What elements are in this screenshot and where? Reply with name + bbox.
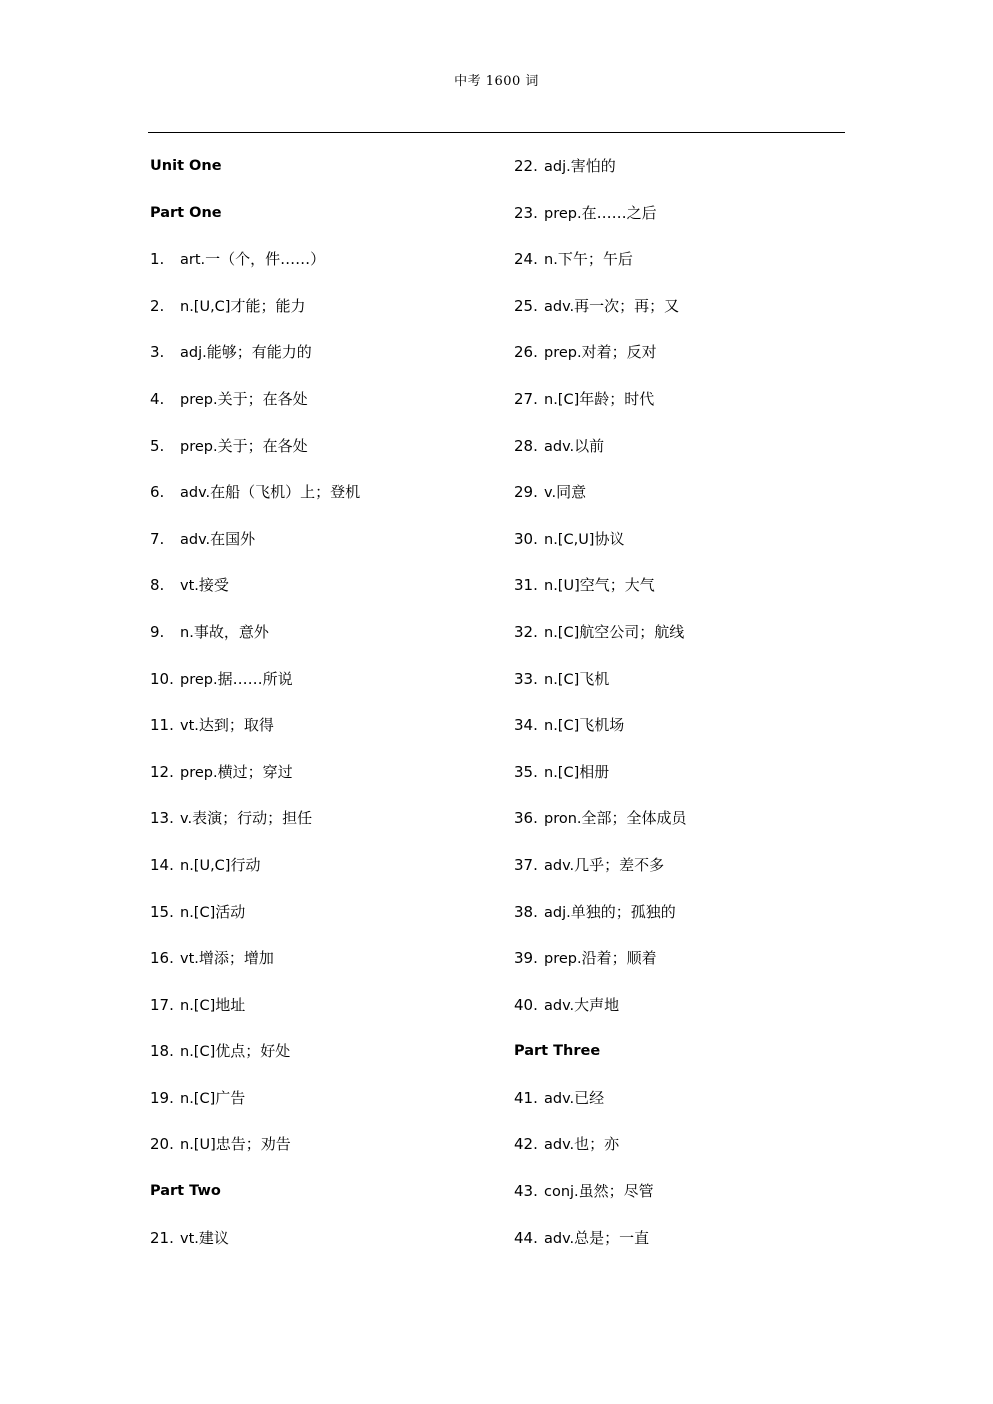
definition: 忠告；劝告 bbox=[215, 1135, 291, 1154]
definition: 据……所说 bbox=[217, 669, 293, 688]
part-of-speech: pron. bbox=[544, 811, 582, 828]
vocab-entry bbox=[150, 663, 500, 710]
entry-number: 9. bbox=[150, 622, 165, 641]
part-of-speech: conj. bbox=[544, 1184, 579, 1201]
definition: 飞机 bbox=[579, 669, 610, 688]
entry-number: 5. bbox=[150, 436, 165, 455]
definition: 空气；大气 bbox=[579, 576, 655, 595]
entry-number: 24. bbox=[514, 250, 538, 269]
section-heading: Part One bbox=[150, 204, 222, 221]
definition: 行动 bbox=[230, 855, 261, 874]
part-of-speech: n.[C] bbox=[180, 1090, 216, 1107]
vocab-entry bbox=[150, 849, 500, 896]
vocab-entry bbox=[514, 709, 854, 756]
entry-number: 37. bbox=[514, 855, 538, 874]
definition: 虽然；尽管 bbox=[578, 1182, 654, 1201]
definition: 在……之后 bbox=[581, 203, 657, 222]
entry-number: 16. bbox=[150, 949, 174, 968]
vocab-entry bbox=[514, 197, 854, 244]
vocab-entry bbox=[150, 476, 500, 523]
part-of-speech: v. bbox=[180, 811, 193, 828]
entry-number: 28. bbox=[514, 436, 538, 455]
part-of-speech: n.[C] bbox=[544, 671, 580, 688]
entry-number: 1. bbox=[150, 250, 165, 269]
vocab-entry bbox=[150, 383, 500, 430]
entry-number: 29. bbox=[514, 483, 538, 502]
entry-number: 22. bbox=[514, 157, 538, 175]
part-of-speech: n. bbox=[544, 252, 558, 269]
vocab-entry bbox=[150, 989, 500, 1036]
vocab-entry bbox=[150, 243, 500, 290]
part-of-speech: vt. bbox=[180, 951, 199, 968]
vocab-entry bbox=[150, 1082, 500, 1129]
entry-number: 17. bbox=[150, 995, 174, 1014]
definition: 关于；在各处 bbox=[217, 389, 308, 408]
definition: 建议 bbox=[198, 1228, 229, 1247]
entry-number: 4. bbox=[150, 389, 165, 408]
vocab-entry bbox=[514, 290, 854, 337]
definition: 沿着；顺着 bbox=[581, 949, 657, 968]
vocab-entry bbox=[150, 523, 500, 570]
definition: 害怕的 bbox=[570, 157, 616, 175]
entry-number: 39. bbox=[514, 949, 538, 968]
section-heading: Part Three bbox=[514, 1043, 601, 1060]
vocab-entry bbox=[150, 942, 500, 989]
entry-number: 35. bbox=[514, 762, 538, 781]
entry-number: 3. bbox=[150, 343, 165, 362]
entry-number: 30. bbox=[514, 529, 538, 548]
vocab-entry bbox=[514, 383, 854, 430]
part-of-speech: prep. bbox=[180, 671, 218, 688]
vocab-entry bbox=[150, 1128, 500, 1175]
entry-number: 6. bbox=[150, 483, 165, 502]
entry-number: 42. bbox=[514, 1135, 538, 1154]
definition: 关于；在各处 bbox=[217, 436, 308, 455]
entry-number: 27. bbox=[514, 389, 538, 408]
part-of-speech: prep. bbox=[180, 438, 218, 455]
entry-number: 43. bbox=[514, 1182, 538, 1201]
entry-number: 36. bbox=[514, 809, 538, 828]
entry-number: 32. bbox=[514, 622, 538, 641]
vocab-entry bbox=[514, 942, 854, 989]
part-of-speech: vt. bbox=[180, 578, 199, 595]
vocab-entry bbox=[514, 430, 854, 477]
section-heading: Part Two bbox=[150, 1183, 221, 1200]
part-of-speech: n.[U,C] bbox=[180, 298, 231, 315]
entry-number: 38. bbox=[514, 902, 538, 921]
part-of-speech: n.[C] bbox=[544, 391, 580, 408]
definition: 也；亦 bbox=[574, 1135, 620, 1154]
definition: 达到；取得 bbox=[198, 716, 274, 735]
left-column bbox=[150, 150, 500, 1268]
part-of-speech: prep. bbox=[180, 391, 218, 408]
vocab-entry bbox=[514, 336, 854, 383]
vocab-entry bbox=[514, 989, 854, 1036]
vocab-entry bbox=[150, 616, 500, 663]
part-of-speech: vt. bbox=[180, 718, 199, 735]
part-of-speech: n.[C] bbox=[544, 764, 580, 781]
definition: 航空公司；航线 bbox=[579, 622, 685, 641]
vocab-entry bbox=[150, 896, 500, 943]
vocab-entry bbox=[514, 1082, 854, 1129]
definition: 在船（飞机）上；登机 bbox=[210, 483, 361, 502]
part-of-speech: art. bbox=[180, 252, 206, 269]
definition: 大声地 bbox=[574, 995, 620, 1014]
definition: 地址 bbox=[215, 995, 246, 1014]
entry-number: 26. bbox=[514, 343, 538, 362]
entry-number: 15. bbox=[150, 902, 174, 921]
entry-number: 19. bbox=[150, 1088, 174, 1107]
part-of-speech: prep. bbox=[544, 205, 582, 222]
part-of-speech: n.[C] bbox=[180, 997, 216, 1014]
vocab-entry bbox=[514, 476, 854, 523]
part-of-speech: prep. bbox=[544, 345, 582, 362]
definition: 才能；能力 bbox=[230, 296, 306, 315]
entry-number: 25. bbox=[514, 296, 538, 315]
definition: 协议 bbox=[594, 529, 625, 548]
part-of-speech: adj. bbox=[544, 904, 571, 921]
vocab-entry bbox=[514, 150, 854, 197]
vocab-entry bbox=[514, 1128, 854, 1175]
definition: 年龄；时代 bbox=[579, 389, 655, 408]
entry-number: 18. bbox=[150, 1042, 174, 1061]
part-of-speech: n.[U] bbox=[544, 578, 580, 595]
definition: 总是；一直 bbox=[574, 1228, 650, 1247]
entry-number: 31. bbox=[514, 576, 538, 595]
definition: 对着；反对 bbox=[581, 343, 657, 362]
part-of-speech: adv. bbox=[544, 857, 575, 874]
definition: 以前 bbox=[574, 436, 605, 455]
vocab-entry bbox=[514, 616, 854, 663]
part-of-speech: n.[U] bbox=[180, 1137, 216, 1154]
vocab-entry bbox=[150, 430, 500, 477]
vocab-entry bbox=[150, 802, 500, 849]
part-of-speech: adv. bbox=[544, 1230, 575, 1247]
entry-number: 10. bbox=[150, 669, 174, 688]
vocab-entry bbox=[514, 1175, 854, 1222]
entry-number: 2. bbox=[150, 296, 165, 315]
vocab-entry bbox=[150, 1222, 500, 1269]
definition: 几乎；差不多 bbox=[574, 855, 665, 874]
vocab-entry bbox=[150, 709, 500, 756]
entry-number: 34. bbox=[514, 716, 538, 735]
definition: 已经 bbox=[574, 1088, 605, 1107]
part-of-speech: n.[C] bbox=[180, 904, 216, 921]
entry-number: 33. bbox=[514, 669, 538, 688]
definition: 一（个，件……） bbox=[205, 250, 326, 269]
vocab-entry bbox=[514, 802, 854, 849]
part-of-speech: prep. bbox=[544, 951, 582, 968]
definition: 事故，意外 bbox=[193, 622, 269, 641]
definition: 增添；增加 bbox=[198, 949, 274, 968]
definition: 优点；好处 bbox=[215, 1042, 291, 1061]
vocab-entry bbox=[150, 336, 500, 383]
part-of-speech: vt. bbox=[180, 1230, 199, 1247]
definition: 相册 bbox=[579, 762, 610, 781]
definition: 再一次；再；又 bbox=[574, 296, 680, 315]
definition: 表演；行动；担任 bbox=[192, 809, 313, 828]
part-of-speech: adj. bbox=[544, 159, 571, 175]
entry-number: 41. bbox=[514, 1088, 538, 1107]
vocab-entry bbox=[514, 569, 854, 616]
part-of-speech: v. bbox=[544, 485, 557, 502]
vocab-entry bbox=[150, 290, 500, 337]
part-of-speech: adv. bbox=[180, 531, 211, 548]
part-of-speech: adv. bbox=[544, 1137, 575, 1154]
entry-number: 20. bbox=[150, 1135, 174, 1154]
entry-number: 11. bbox=[150, 716, 174, 735]
definition: 能够；有能力的 bbox=[206, 343, 312, 362]
vocab-entry bbox=[514, 849, 854, 896]
part-of-speech: adv. bbox=[544, 1090, 575, 1107]
part-of-speech: adv. bbox=[180, 485, 211, 502]
entry-number: 40. bbox=[514, 995, 538, 1014]
definition: 同意 bbox=[556, 483, 587, 502]
entry-number: 12. bbox=[150, 762, 174, 781]
part-of-speech: n. bbox=[180, 624, 194, 641]
entry-number: 44. bbox=[514, 1228, 538, 1247]
entry-number: 8. bbox=[150, 576, 165, 595]
vocab-entry bbox=[514, 523, 854, 570]
definition: 在国外 bbox=[210, 529, 256, 548]
part-of-speech: n.[C] bbox=[180, 1044, 216, 1061]
part-of-speech: adv. bbox=[544, 438, 575, 455]
part-of-speech: n.[C] bbox=[544, 624, 580, 641]
entry-number: 7. bbox=[150, 529, 165, 548]
part-of-speech: adj. bbox=[180, 345, 207, 362]
vocab-entry bbox=[150, 1035, 500, 1082]
vocab-entry bbox=[514, 896, 854, 943]
definition: 全部；全体成员 bbox=[581, 809, 687, 828]
right-column bbox=[514, 150, 854, 1268]
definition: 下午；午后 bbox=[557, 250, 633, 269]
part-of-speech: prep. bbox=[180, 764, 218, 781]
definition: 横过；穿过 bbox=[217, 762, 293, 781]
part-of-speech: n.[C,U] bbox=[544, 531, 595, 548]
definition: 活动 bbox=[215, 902, 246, 921]
vocab-entry bbox=[514, 756, 854, 803]
entry-number: 14. bbox=[150, 855, 174, 874]
part-of-speech: n.[U,C] bbox=[180, 857, 231, 874]
vocab-entry bbox=[150, 756, 500, 803]
vocab-entry bbox=[514, 1222, 854, 1269]
page-header: 中考 1600 词 bbox=[454, 74, 539, 89]
entry-number: 13. bbox=[150, 809, 174, 828]
entry-number: 21. bbox=[150, 1228, 174, 1247]
vocab-entry bbox=[514, 243, 854, 290]
part-of-speech: adv. bbox=[544, 997, 575, 1014]
header-rule bbox=[148, 132, 845, 133]
vocab-entry bbox=[150, 569, 500, 616]
vocab-entry bbox=[514, 663, 854, 710]
definition: 广告 bbox=[215, 1088, 246, 1107]
section-heading: Unit One bbox=[150, 158, 222, 174]
definition: 接受 bbox=[198, 576, 229, 595]
definition: 飞机场 bbox=[579, 716, 625, 735]
part-of-speech: n.[C] bbox=[544, 718, 580, 735]
entry-number: 23. bbox=[514, 203, 538, 222]
part-of-speech: adv. bbox=[544, 298, 575, 315]
definition: 单独的；孤独的 bbox=[570, 902, 676, 921]
